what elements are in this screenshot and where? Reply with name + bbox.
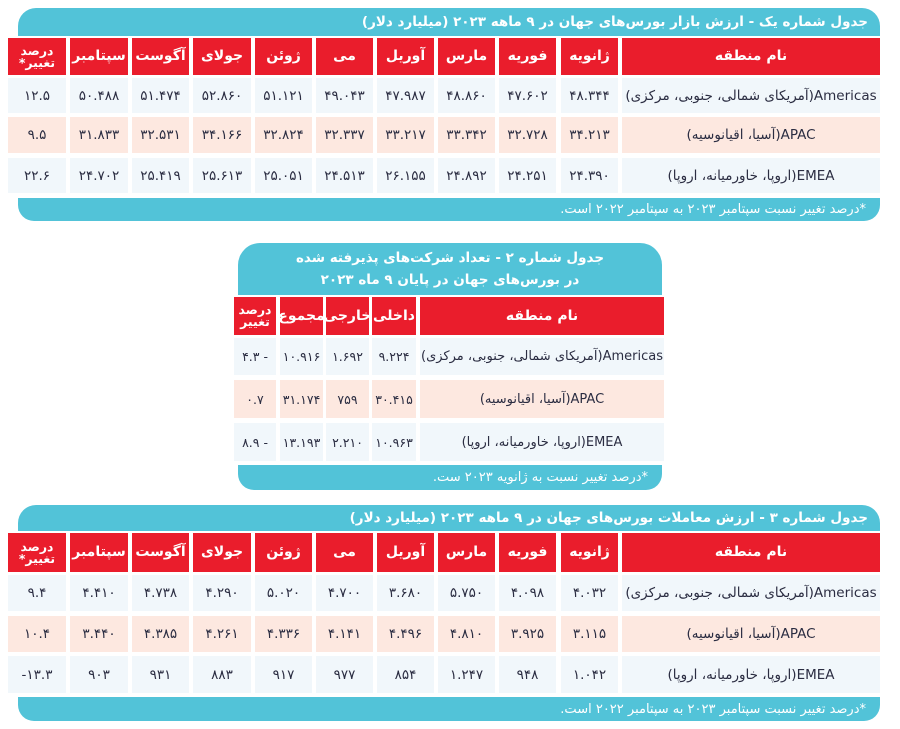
cell-apr: ۲۶.۱۵۵ (377, 158, 434, 193)
cell-mar: ۴.۸۱۰ (438, 616, 495, 652)
cell-may: ۴.۷۰۰ (316, 575, 373, 611)
table3-footnote: *درصد تغییر نسبت سپتامبر ۲۰۲۳ به سپتامبر ۲۰۲۲ است. (18, 697, 880, 721)
header-apr: آوریل (377, 38, 434, 75)
cell-aug: ۴.۳۸۵ (132, 616, 189, 652)
cell-pct: ۹.۴ (8, 575, 66, 611)
cell-jun: ۳۲.۸۲۴ (255, 117, 312, 153)
header-pct-line1: درصد (20, 42, 54, 58)
header-pct-line1: درصد (20, 538, 54, 554)
cell-pct: ۹.۵ (8, 117, 66, 153)
cell-feb: ۳.۹۲۵ (499, 616, 556, 652)
cell-region: Americas(آمریکای شمالی، جنوبی، مرکزی) (622, 575, 880, 611)
header-domestic: داخلی (372, 297, 416, 335)
header-jan: ژانویه (561, 38, 618, 75)
cell-jun: ۹۱۷ (255, 656, 312, 693)
header-pct-line2: تغییر* (18, 54, 56, 70)
header-total: مجموع (280, 297, 323, 335)
cell-domestic: ۱۰.۹۶۳ (372, 423, 416, 461)
cell-may: ۳۲.۳۳۷ (316, 117, 373, 153)
header-sep: سپتامبر (70, 533, 128, 572)
cell-region: APAC(آسیا، اقیانوسیه) (622, 117, 880, 153)
header-pct-line1: درصد (238, 302, 272, 317)
cell-region: EMEA(اروپا، خاورمیانه، اروپا) (622, 656, 880, 693)
table2-title-line2: در بورس‌های جهان در پایان ۹ ماه ۲۰۲۳ (320, 272, 580, 288)
cell-aug: ۴.۷۳۸ (132, 575, 189, 611)
cell-region: EMEA(اروپا، خاورمیانه، اروپا) (420, 423, 664, 461)
cell-foreign: ۷۵۹ (326, 380, 369, 418)
cell-apr: ۴۷.۹۸۷ (377, 78, 434, 113)
cell-jul: ۳۴.۱۶۶ (193, 117, 251, 153)
header-may: می (316, 38, 373, 75)
header-pct-line2: تغییر (240, 314, 270, 329)
header-feb: فوریه (499, 38, 556, 75)
cell-region: APAC(آسیا، اقیانوسیه) (622, 616, 880, 652)
cell-aug: ۵۱.۴۷۴ (132, 78, 189, 113)
cell-feb: ۴۷.۶۰۲ (499, 78, 556, 113)
cell-feb: ۲۴.۲۵۱ (499, 158, 556, 193)
cell-may: ۹۷۷ (316, 656, 373, 693)
header-jul: جولای (193, 38, 251, 75)
cell-sep: ۵۰.۴۸۸ (70, 78, 128, 113)
header-jun: ژوئن (255, 38, 312, 75)
table2-title (238, 243, 662, 295)
cell-foreign: ۲.۲۱۰ (326, 423, 369, 461)
header-foreign: خارجی (326, 297, 369, 335)
cell-mar: ۳۳.۳۴۲ (438, 117, 495, 153)
cell-jan: ۴.۰۳۲ (561, 575, 618, 611)
table1-footnote: *درصد تغییر نسبت سپتامبر ۲۰۲۳ به سپتامبر ۲۰۲۲ است. (18, 198, 880, 221)
header-jul: جولای (193, 533, 251, 572)
cell-domestic: ۹.۲۲۴ (372, 338, 416, 375)
cell-sep: ۹۰۳ (70, 656, 128, 693)
header-feb: فوریه (499, 533, 556, 572)
cell-pct: ۱۲.۵ (8, 78, 66, 113)
cell-pct: ۰.۷ (234, 380, 276, 418)
cell-sep: ۴.۴۱۰ (70, 575, 128, 611)
cell-mar: ۱.۲۴۷ (438, 656, 495, 693)
cell-jan: ۳۴.۲۱۳ (561, 117, 618, 153)
header-region: نام منطقه (622, 38, 880, 75)
cell-region: EMEA(اروپا، خاورمیانه، اروپا) (622, 158, 880, 193)
header-pct-change (234, 297, 276, 335)
cell-apr: ۳۳.۲۱۷ (377, 117, 434, 153)
cell-jun: ۵.۰۲۰ (255, 575, 312, 611)
cell-jun: ۵۱.۱۲۱ (255, 78, 312, 113)
cell-jan: ۲۴.۳۹۰ (561, 158, 618, 193)
cell-jul: ۲۵.۶۱۳ (193, 158, 251, 193)
header-may: می (316, 533, 373, 572)
cell-sep: ۲۴.۷۰۲ (70, 158, 128, 193)
cell-sep: ۳.۴۴۰ (70, 616, 128, 652)
header-apr: آوریل (377, 533, 434, 572)
cell-mar: ۵.۷۵۰ (438, 575, 495, 611)
cell-apr: ۸۵۴ (377, 656, 434, 693)
table1-title: جدول شماره یک - ارزش بازار بورس‌های جهان در ۹ ماهه ۲۰۲۳ (میلیارد دلار) (18, 8, 880, 36)
cell-aug: ۲۵.۴۱۹ (132, 158, 189, 193)
header-region: نام منطقه (420, 297, 664, 335)
cell-jul: ۵۲.۸۶۰ (193, 78, 251, 113)
table2-title-line1: جدول شماره ۲ - تعداد شرکت‌های پذیرفته شده (295, 250, 605, 266)
header-jun: ژوئن (255, 533, 312, 572)
cell-region: Americas(آمریکای شمالی، جنوبی، مرکزی) (420, 338, 664, 375)
cell-jul: ۸۸۳ (193, 656, 251, 693)
header-mar: مارس (438, 533, 495, 572)
header-region: نام منطقه (622, 533, 880, 572)
cell-jul: ۴.۲۶۱ (193, 616, 251, 652)
cell-foreign: ۱.۶۹۲ (326, 338, 369, 375)
header-aug: آگوست (132, 38, 189, 75)
cell-jun: ۲۵.۰۵۱ (255, 158, 312, 193)
header-mar: مارس (438, 38, 495, 75)
header-sep: سپتامبر (70, 38, 128, 75)
cell-mar: ۲۴.۸۹۲ (438, 158, 495, 193)
cell-pct: ۱۳.۳- (8, 656, 66, 693)
cell-jan: ۴۸.۳۴۴ (561, 78, 618, 113)
cell-apr: ۳.۶۸۰ (377, 575, 434, 611)
cell-region: Americas(آمریکای شمالی، جنوبی، مرکزی) (622, 78, 880, 113)
cell-pct: ۲۲.۶ (8, 158, 66, 193)
header-pct-line2: تغییر* (18, 550, 56, 566)
header-pct-change (8, 38, 66, 75)
header-pct-change (8, 533, 66, 572)
cell-region: APAC(آسیا، اقیانوسیه) (420, 380, 664, 418)
cell-jan: ۳.۱۱۵ (561, 616, 618, 652)
cell-apr: ۴.۴۹۶ (377, 616, 434, 652)
cell-may: ۴۹.۰۴۳ (316, 78, 373, 113)
cell-total: ۳۱.۱۷۴ (280, 380, 323, 418)
cell-mar: ۴۸.۸۶۰ (438, 78, 495, 113)
cell-feb: ۳۲.۷۲۸ (499, 117, 556, 153)
cell-aug: ۳۲.۵۳۱ (132, 117, 189, 153)
cell-pct: ۱۰.۴ (8, 616, 66, 652)
cell-total: ۱۳.۱۹۳ (280, 423, 323, 461)
cell-total: ۱۰.۹۱۶ (280, 338, 323, 375)
cell-aug: ۹۳۱ (132, 656, 189, 693)
cell-feb: ۹۴۸ (499, 656, 556, 693)
header-jan: ژانویه (561, 533, 618, 572)
header-aug: آگوست (132, 533, 189, 572)
cell-jul: ۴.۲۹۰ (193, 575, 251, 611)
cell-jan: ۱.۰۴۲ (561, 656, 618, 693)
cell-may: ۴.۱۴۱ (316, 616, 373, 652)
cell-feb: ۴.۰۹۸ (499, 575, 556, 611)
table2-footnote: *درصد تغییر نسبت به ژانویه ۲۰۲۳ ست. (238, 465, 662, 490)
cell-may: ۲۴.۵۱۳ (316, 158, 373, 193)
cell-pct: - ۴.۳ (234, 338, 276, 375)
cell-sep: ۳۱.۸۳۳ (70, 117, 128, 153)
cell-jun: ۴.۳۳۶ (255, 616, 312, 652)
cell-pct: - ۸.۹ (234, 423, 276, 461)
cell-domestic: ۳۰.۴۱۵ (372, 380, 416, 418)
table3-title: جدول شماره ۳ - ارزش معاملات بورس‌های جهان در ۹ ماهه ۲۰۲۳ (میلیارد دلار) (18, 505, 880, 531)
